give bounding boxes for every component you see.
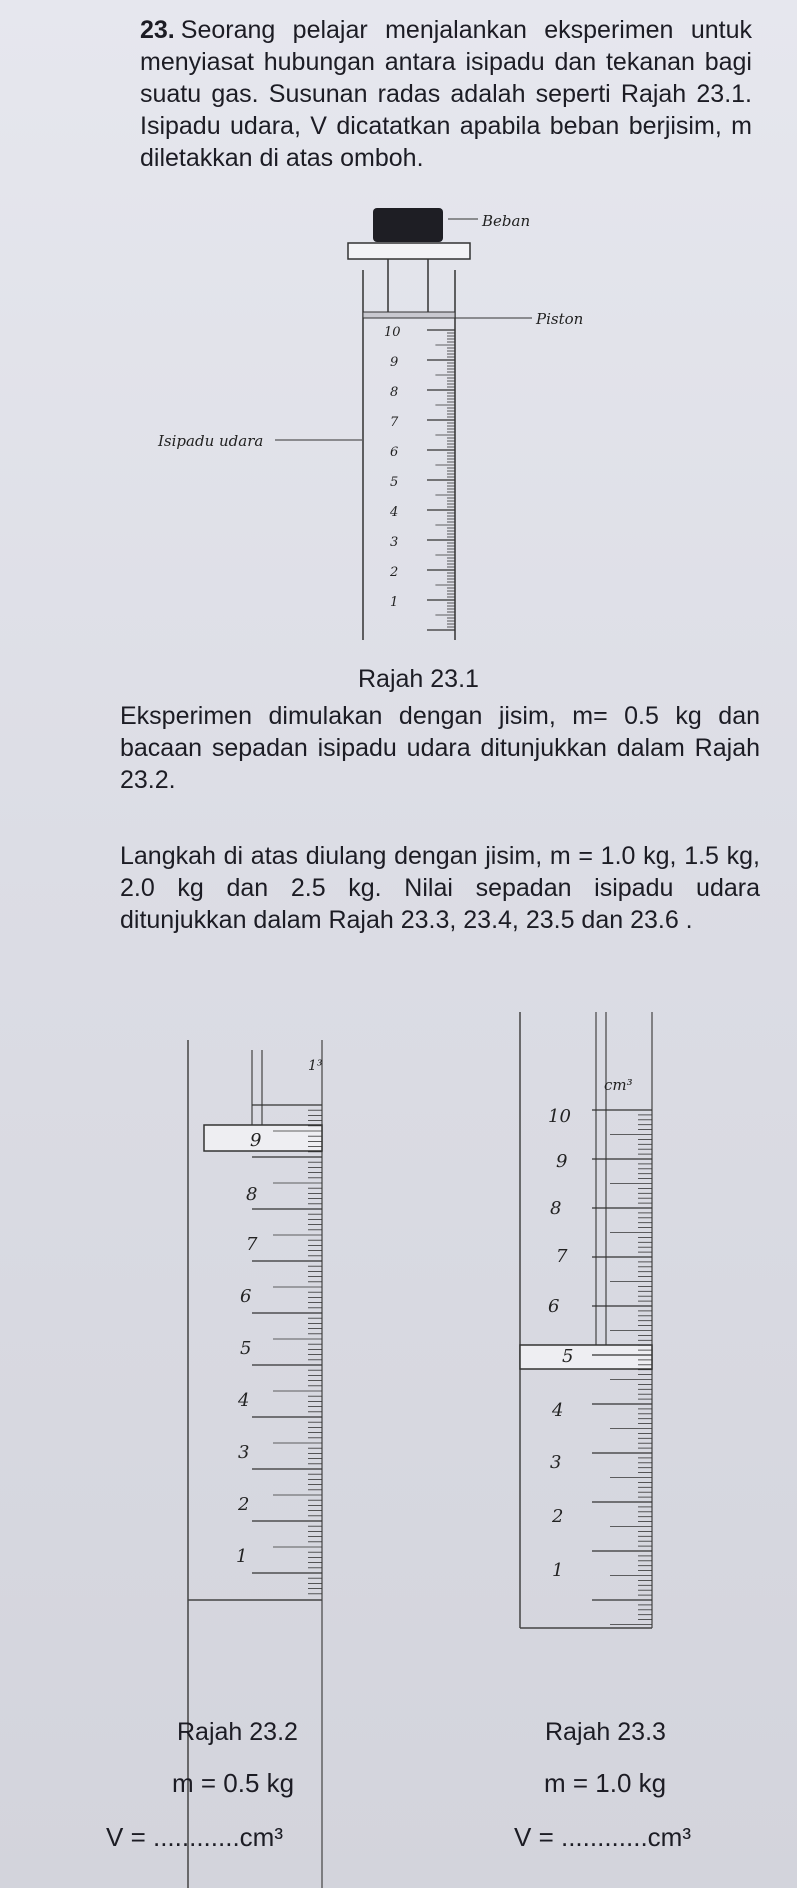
figure3-answer-unit: cm³ bbox=[647, 1822, 691, 1852]
figure2-cylinder bbox=[188, 1040, 322, 1888]
figure2-scale-ticks bbox=[252, 1105, 322, 1594]
figure3-unit-label: cm³ bbox=[604, 1076, 633, 1094]
figure3-answer bbox=[514, 1822, 691, 1853]
fig2-scale-8: 8 bbox=[246, 1184, 258, 1205]
figure2-caption: Rajah 23.2 bbox=[177, 1718, 298, 1746]
figure2-answer-blank[interactable]: ............ bbox=[152, 1822, 240, 1852]
figure2-mass: m = 0.5 kg bbox=[172, 1768, 295, 1798]
fig1-scale-1: 1 bbox=[390, 595, 399, 610]
fig3-scale-4: 4 bbox=[552, 1400, 564, 1421]
fig1-scale-2: 2 bbox=[390, 565, 399, 580]
figure3-mass: m = 1.0 kg bbox=[544, 1768, 667, 1798]
fig3-scale-2: 2 bbox=[552, 1506, 564, 1527]
paragraph-initial-mass: Eksperimen dimulakan dengan jisim, m= 0.5 kg dan bacaan sepadan isipadu udara ditunjukkan dalam Rajah 23.2. bbox=[120, 702, 760, 794]
question-number: 23. bbox=[140, 16, 175, 44]
fig2-scale-6: 6 bbox=[240, 1286, 252, 1307]
paragraph-repeated-steps: Langkah di atas diulang dengan jisim, m = 1.0 kg, 1.5 kg, 2.0 kg dan 2.5 kg. Nilai sepadan isipadu udara ditunjukkan dalam Rajah 23.3, 23.4, 23.5 dan 23.6 . bbox=[120, 842, 760, 934]
fig2-scale-4: 4 bbox=[238, 1390, 250, 1411]
fig2-scale-9: 9 bbox=[250, 1130, 262, 1151]
label-piston: Piston bbox=[536, 310, 584, 328]
fig3-scale-9: 9 bbox=[556, 1151, 568, 1172]
fig1-scale-6: 6 bbox=[390, 445, 399, 460]
figure3-piston bbox=[520, 1345, 652, 1369]
fig2-scale-3: 3 bbox=[238, 1442, 250, 1463]
fig1-scale-3: 3 bbox=[390, 535, 399, 550]
fig3-scale-7: 7 bbox=[556, 1246, 568, 1267]
figure3-cylinder bbox=[520, 1012, 652, 1628]
figure1-caption: Rajah 23.1 bbox=[358, 665, 479, 693]
fig3-scale-5: 5 bbox=[562, 1346, 574, 1367]
figure2-answer bbox=[106, 1822, 283, 1853]
figure3-answer-blank[interactable]: ............ bbox=[560, 1822, 648, 1852]
fig3-scale-6: 6 bbox=[548, 1296, 560, 1317]
fig1-scale-8: 8 bbox=[390, 385, 399, 400]
figure2-answer-prefix: V = bbox=[106, 1822, 153, 1852]
fig1-scale-5: 5 bbox=[390, 475, 399, 490]
fig3-scale-10: 10 bbox=[548, 1106, 571, 1127]
label-air-volume: Isipadu udara bbox=[158, 432, 264, 450]
fig2-scale-5: 5 bbox=[240, 1338, 252, 1359]
figure3-answer-prefix: V = bbox=[514, 1822, 561, 1852]
figure2-unit-label: 1³ bbox=[308, 1058, 323, 1074]
figure2-answer-unit: cm³ bbox=[239, 1822, 283, 1852]
fig1-scale-10: 10 bbox=[384, 325, 401, 340]
fig1-scale-9: 9 bbox=[390, 355, 399, 370]
figure2-piston bbox=[204, 1125, 322, 1151]
fig3-scale-1: 1 bbox=[552, 1560, 564, 1581]
fig3-scale-3: 3 bbox=[550, 1452, 562, 1473]
fig3-scale-8: 8 bbox=[550, 1198, 562, 1219]
fig1-scale-4: 4 bbox=[390, 505, 399, 520]
figure3-caption: Rajah 23.3 bbox=[545, 1718, 666, 1746]
fig2-scale-7: 7 bbox=[246, 1234, 258, 1255]
fig1-scale-7: 7 bbox=[390, 415, 399, 430]
fig2-scale-2: 2 bbox=[238, 1494, 250, 1515]
question-text: Seorang pelajar menjalankan eksperimen untuk menyiasat hubungan antara isipadu dan tekanan bagi suatu gas. Susunan radas adalah seperti Rajah 23.1. Isipadu udara, V dicatatkan apabila beban berjisim, m diletakkan di atas omboh. bbox=[140, 16, 752, 172]
fig2-scale-1: 1 bbox=[236, 1546, 248, 1567]
label-load: Beban bbox=[482, 212, 531, 230]
